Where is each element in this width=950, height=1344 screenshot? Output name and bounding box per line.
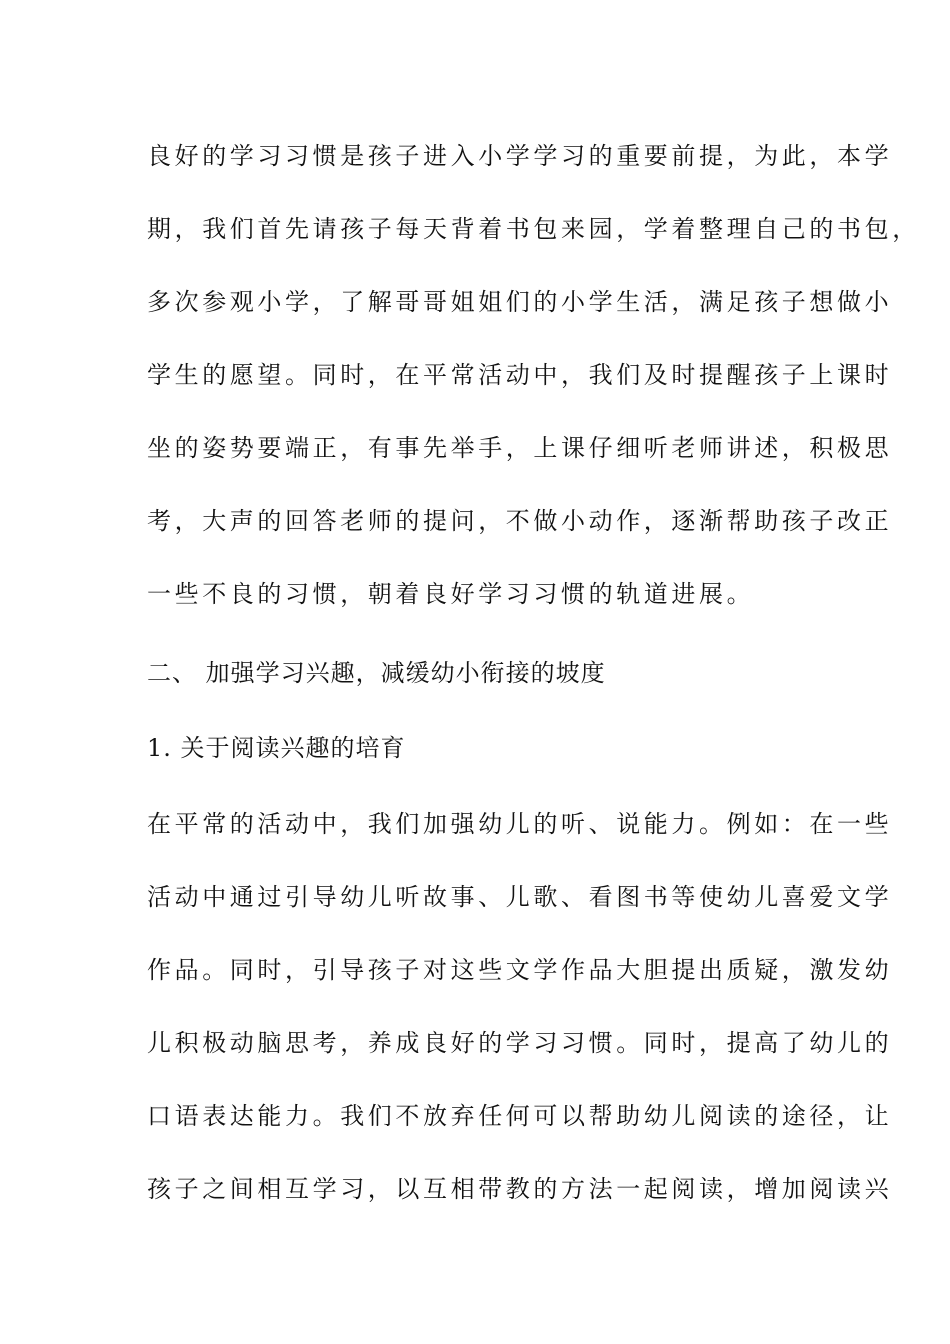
paragraph-1-line-5: 坐的姿势要端正，有事先举手，上课仔细听老师讲述，积极思 — [147, 434, 893, 462]
paragraph-1-line-7: 一些不良的习惯，朝着良好学习习惯的轨道进展。 — [147, 580, 755, 608]
paragraph-2-line-2: 活动中通过引导幼儿听故事、儿歌、看图书等使幼儿喜爱文学 — [147, 883, 893, 911]
paragraph-2-line-1: 在平常的活动中，我们加强幼儿的听、说能力。例如：在一些 — [147, 810, 893, 838]
paragraph-2-line-5: 口语表达能力。我们不放弃任何可以帮助幼儿阅读的途径，让 — [147, 1102, 893, 1130]
subsection-heading: 1. 关于阅读兴趣的培育 — [147, 734, 406, 762]
paragraph-1-line-1: 良好的学习习惯是孩子进入小学学习的重要前提，为此，本学 — [147, 142, 893, 170]
section-heading: 二、 加强学习兴趣，减缓幼小衔接的坡度 — [147, 659, 606, 687]
paragraph-2-line-4: 儿积极动脑思考，养成良好的学习习惯。同时，提高了幼儿的 — [147, 1029, 893, 1057]
paragraph-1-line-3: 多次参观小学，了解哥哥姐姐们的小学生活，满足孩子想做小 — [147, 288, 893, 316]
paragraph-2-line-3: 作品。同时，引导孩子对这些文学作品大胆提出质疑，激发幼 — [147, 956, 893, 984]
paragraph-2-line-6: 孩子之间相互学习，以互相带教的方法一起阅读，增加阅读兴 — [147, 1175, 893, 1203]
paragraph-1-line-2: 期，我们首先请孩子每天背着书包来园，学着整理自己的书包， — [147, 215, 920, 243]
paragraph-1-line-4: 学生的愿望。同时，在平常活动中，我们及时提醒孩子上课时 — [147, 361, 893, 389]
paragraph-1-line-6: 考，大声的回答老师的提问，不做小动作，逐渐帮助孩子改正 — [147, 507, 893, 535]
